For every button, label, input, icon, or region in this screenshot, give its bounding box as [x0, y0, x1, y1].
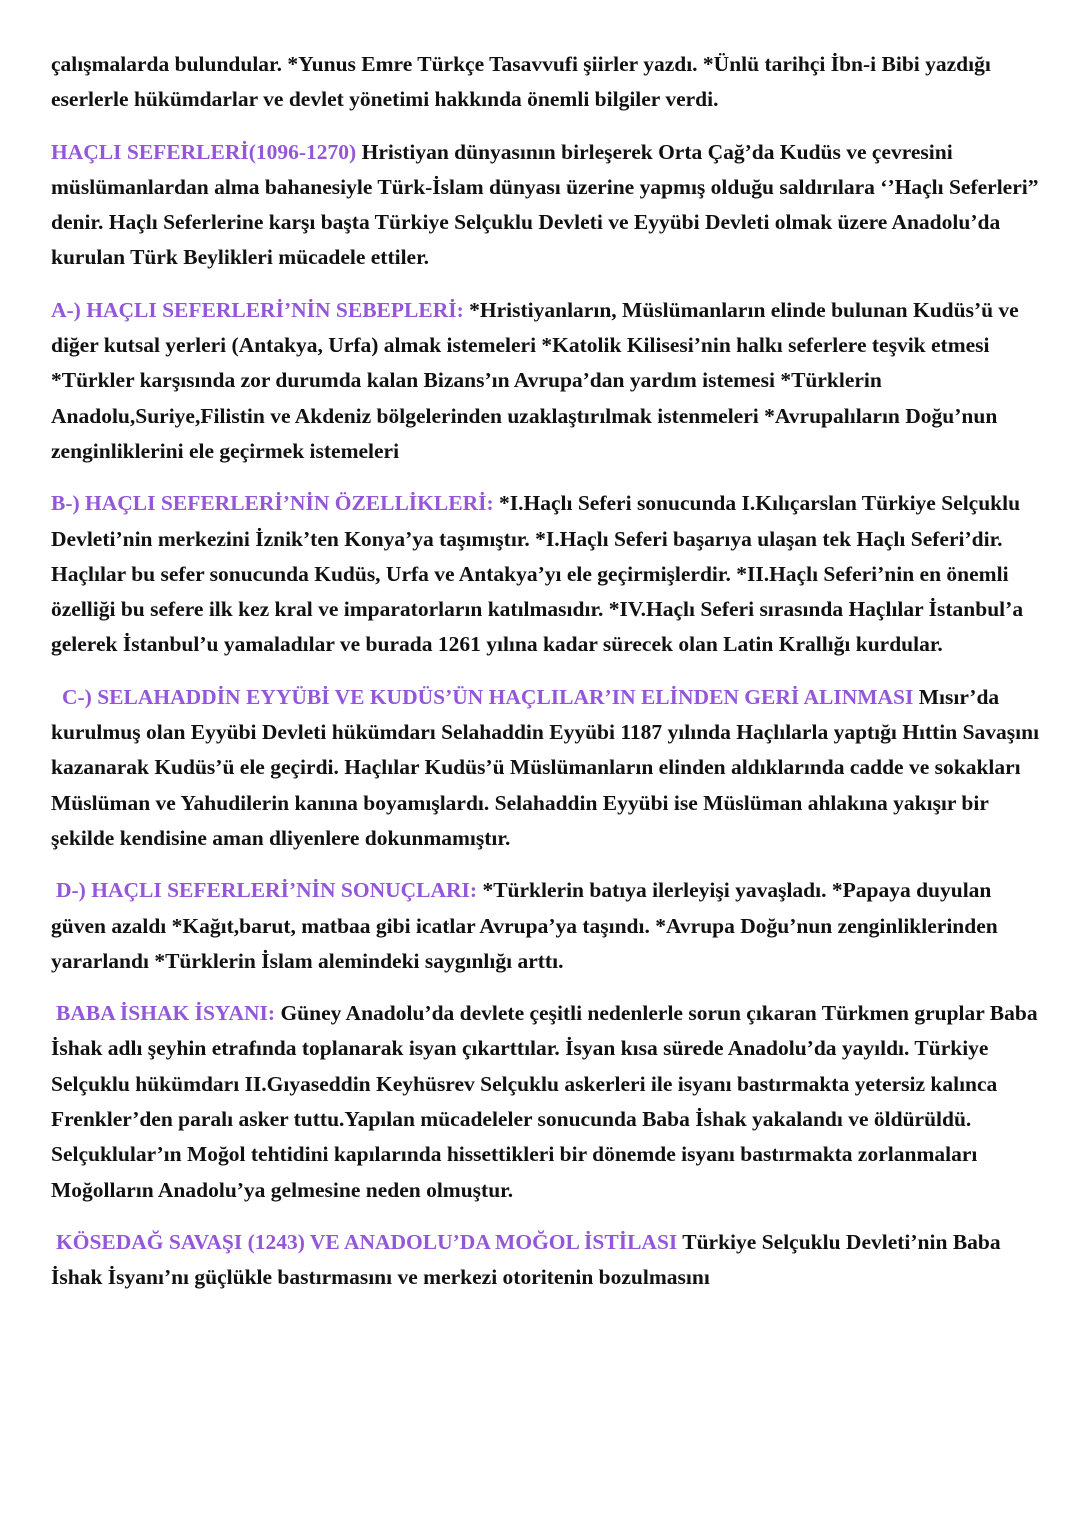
paragraph-text: Hristiyan dünyasının birleşerek Orta Çağ’da Kudüs ve çevresini müslümanlardan alma bahanesiyle Türk-İslam dünyası üzerine yapmış olduğu saldırılara ‘’Haçlı Seferleri” denir. Haçlı Seferlerine karşı başta Türkiye Selçuklu Devleti ve Eyyübi Devleti olmak üzere Anadolu’da kurulan Türk Beylikleri mücadele ettiler. — [51, 139, 1039, 270]
paragraph-text: Güney Anadolu’da devlete çeşitli nedenlerle sorun çıkaran Türkmen gruplar Baba İshak adlı şeyhin etrafında toplanarak isyan çıkarttılar. İsyan kısa sürede Anadolu’da yayıldı. Türkiye Selçuklu hükümdarı II.Gıyaseddin Keyhüsrev Selçuklu askerleri ile isyanı bastırmakta yetersiz kalınca Frenkler’den paralı asker tuttu.Yapılan mücadeleler sonucunda Baba İshak yakalandı ve öldürüldü. Selçuklular’ın Moğol tehtidini kapılarında hissettikleri bir dönemde isyanı bastırmakta zorlanmaları Moğolların Anadolu’ya gelmesine neden olmuştur. — [51, 1001, 1038, 1202]
paragraph-text: *Türklerin batıya ilerleyişi yavaşladı. *Papaya duyulan güven azaldı *Kağıt,barut, matbaa gibi icatlar Avrupa’ya taşındı. *Avrupa Doğu’nun zenginliklerinden yararlandı *Türklerin İslam alemindeki saygınlığı arttı. — [51, 878, 998, 973]
paragraph-intro — [51, 47, 1040, 118]
paragraph-kosedag — [51, 1225, 1040, 1296]
section-heading: B-) HAÇLI SEFERLERİ’NİN ÖZELLİKLERİ: — [51, 491, 494, 516]
paragraph-ozellikler — [51, 486, 1040, 662]
section-heading: D-) HAÇLI SEFERLERİ’NİN SONUÇLARI: — [56, 878, 478, 903]
paragraph-text: *Hristiyanların, Müslümanların elinde bulunan Kudüs’ü ve diğer kutsal yerleri (Antakya, Urfa) almak istemeleri *Katolik Kilisesi’nin halkı seferlere teşvik etmesi *Türkler karşısında zor durumda kalan Bizans’ın Avrupa’dan yardım istemesi *Türklerin Anadolu,Suriye,Filistin ve Akdeniz bölgelerinden uzaklaştırılmak istenmeleri *Avrupalıların Doğu’nun zenginliklerini ele geçirmek istemeleri — [51, 297, 1019, 463]
paragraph-selahaddin — [51, 680, 1040, 856]
paragraph-text: Türkiye Selçuklu Devleti’nin Baba İshak İsyanı’nı güçlükle bastırmasını ve merkezi otoritenin bozulmasını — [51, 1229, 1001, 1290]
paragraph-text: Mısır’da kurulmuş olan Eyyübi Devleti hükümdarı Selahaddin Eyyübi 1187 yılında Haçlılarla yaptığı Hıttin Savaşını kazanarak Kudüs’ü ele geçirdi. Haçlılar Kudüs’ü Müslümanların elinden aldıklarında cadde ve sokakları Müslüman ve Yahudilerin kanına boyamışlardı. Selahaddin Eyyübi ise Müslüman ahlakına yakışır bir şekilde kendisine aman dliyenlere dokunmamıştır. — [51, 684, 1040, 850]
section-heading: BABA İSHAK İSYANI: — [56, 1001, 276, 1026]
paragraph-text: *I.Haçlı Seferi sonucunda I.Kılıçarslan Türkiye Selçuklu Devleti’nin merkezini İznik’ten Konya’ya taşımıştır. *I.Haçlı Seferi başarıya ulaşan tek Haçlı Seferi’dir. Haçlılar bu sefer sonucunda Kudüs, Urfa ve Antakya’yı ele geçirmişlerdir. *II.Haçlı Seferi’nin en önemli özelliği bu sefere ilk kez kral ve imparatorların katılmasıdır. *IV.Haçlı Seferi sırasında Haçlılar İstanbul’a gelerek İstanbul’u yamaladılar ve burada 1261 yılına kadar sürecek olan Latin Krallığı kurdular. — [51, 491, 1024, 657]
paragraph-sonuclar — [51, 873, 1040, 979]
section-heading: A-) HAÇLI SEFERLERİ’NİN SEBEPLERİ: — [51, 297, 464, 322]
section-heading: KÖSEDAĞ SAVAŞI (1243) VE ANADOLU’DA MOĞOL İSTİLASI — [56, 1229, 678, 1254]
section-heading: HAÇLI SEFERLERİ(1096-1270) — [51, 139, 357, 164]
paragraph-hacli-seferleri — [51, 135, 1040, 276]
section-heading: C-) SELAHADDİN EYYÜBİ VE KUDÜS’ÜN HAÇLILAR’IN ELİNDEN GERİ ALINMASI — [62, 684, 914, 709]
paragraph-baba-ishak — [51, 996, 1040, 1208]
paragraph-sebepler — [51, 293, 1040, 469]
paragraph-text: çalışmalarda bulundular. *Yunus Emre Türkçe Tasavvufi şiirler yazdı. *Ünlü tarihçi İbn-i Bibi yazdığı eserlerle hükümdarlar ve devlet yönetimi hakkında önemli bilgiler verdi. — [51, 52, 991, 112]
